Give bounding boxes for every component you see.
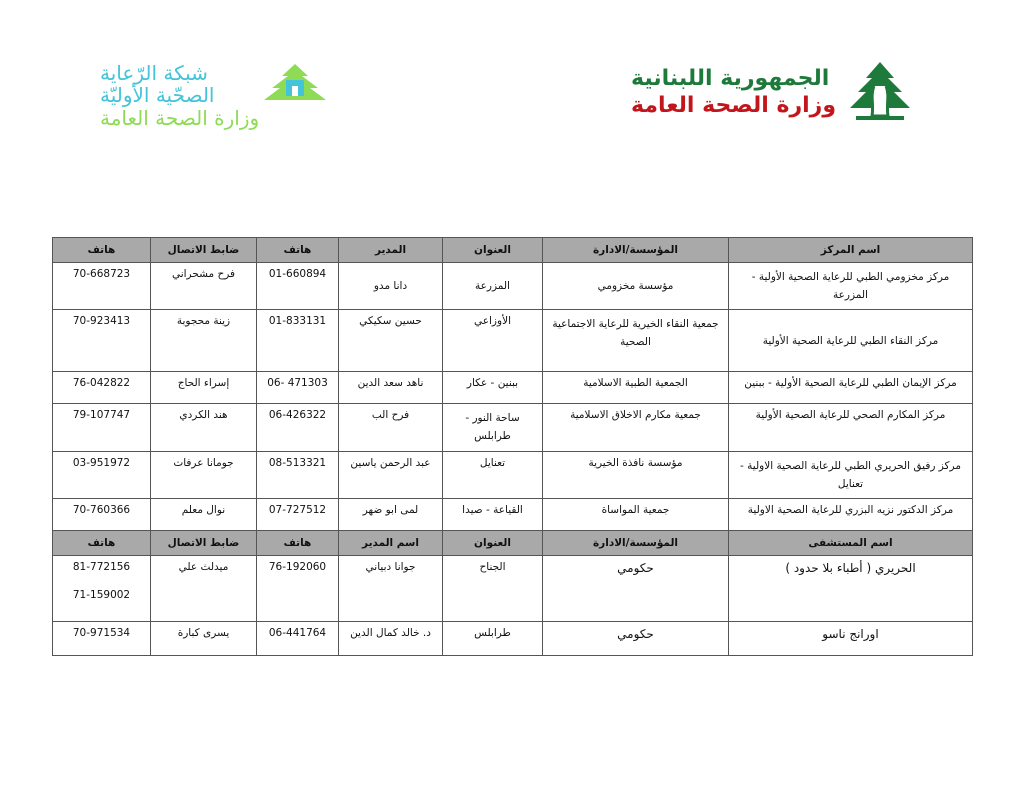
director: ناهد سعد الدين xyxy=(339,372,443,404)
address: تعنايل xyxy=(443,452,543,499)
director: لمى ابو ضهر xyxy=(339,499,443,531)
organization: جمعية النقاء الخيرية للرعاية الاجتماعية الصحية xyxy=(543,310,729,372)
director: حسين سكيكي xyxy=(339,310,443,372)
contact-phone: 81-772156 xyxy=(72,561,131,573)
director: عبد الرحمن ياسين xyxy=(339,452,443,499)
director: د. خالد كمال الدين xyxy=(339,622,443,656)
contact-phone: 03-951972 xyxy=(53,452,151,499)
contact-phone: 71-159002 xyxy=(72,589,131,601)
phone: 08-513321 xyxy=(257,452,339,499)
contact-phone: 76-042822 xyxy=(53,372,151,404)
header-contact-person: ضابط الاتصال xyxy=(151,238,257,263)
table-row xyxy=(53,404,973,452)
contact-person: زينة محجوبة xyxy=(151,310,257,372)
header-center-name: اسم المركز xyxy=(729,238,973,263)
health-centers-table xyxy=(52,237,973,656)
ministry-logo xyxy=(616,58,916,128)
organization: مؤسسة نافذة الخيرية xyxy=(543,452,729,499)
phc-network-logo xyxy=(100,62,330,134)
contact-phone: 70-760366 xyxy=(53,499,151,531)
address: الجناح xyxy=(443,556,543,622)
organization: مؤسسة مخزومي xyxy=(543,263,729,310)
network-title-line1: شبكة الرّعاية xyxy=(100,61,208,85)
header-address: العنوان xyxy=(443,238,543,263)
contact-phone: 70-923413 xyxy=(53,310,151,372)
ministry-title-line1: الجمهورية اللبنانية xyxy=(631,66,830,91)
director: جوانا دبياني xyxy=(339,556,443,622)
organization: الجمعية الطبية الاسلامية xyxy=(543,372,729,404)
contact-phone-cell xyxy=(53,556,151,622)
director: فرح الب xyxy=(339,404,443,452)
address: ببنين - عكار xyxy=(443,372,543,404)
phone: 06-441764 xyxy=(257,622,339,656)
phone: 06-426322 xyxy=(257,404,339,452)
header-director: المدير xyxy=(339,238,443,263)
organization: حكومي xyxy=(543,622,729,656)
address: القياعة - صيدا xyxy=(443,499,543,531)
contact-person: جومانا عرفات xyxy=(151,452,257,499)
phone: 07-727512 xyxy=(257,499,339,531)
network-title-line2: الصحّية الأوليّة xyxy=(100,83,215,107)
hospital-name: الحريري ( أطباء بلا حدود ) xyxy=(729,556,973,622)
address: الأوزاعي xyxy=(443,310,543,372)
contact-phone: 70-668723 xyxy=(53,263,151,310)
center-name: مركز رفيق الحريري الطبي للرعاية الصحية الاولية - تعنايل xyxy=(729,452,973,499)
phone: 01-833131 xyxy=(257,310,339,372)
address: ساحة النور - طرابلس xyxy=(443,404,543,452)
table-row xyxy=(53,452,973,499)
phone: 76-192060 xyxy=(257,556,339,622)
center-name: مركز الدكتور نزيه البزري للرعاية الصحية الاولية xyxy=(729,499,973,531)
organization: حكومي xyxy=(543,556,729,622)
contact-phone: 79-107747 xyxy=(53,404,151,452)
organization: جمعية مكارم الاخلاق الاسلامية xyxy=(543,404,729,452)
cedar-house-icon xyxy=(264,64,326,106)
contact-phone: 70-971534 xyxy=(53,622,151,656)
contact-person: يسرى كبارة xyxy=(151,622,257,656)
center-name: مركز المكارم الصحي للرعاية الصحية الأولية xyxy=(729,404,973,452)
address: طرابلس xyxy=(443,622,543,656)
table-row xyxy=(53,310,973,372)
center-name: مركز الإيمان الطبي للرعاية الصحية الأولية - ببنين xyxy=(729,372,973,404)
phone: 06- 471303 xyxy=(257,372,339,404)
header-hospital-name: اسم المستشفى xyxy=(729,531,973,556)
ministry-title-line2: وزارة الصحة العامة xyxy=(631,93,836,118)
hospital-name: اورانج ناسو xyxy=(729,622,973,656)
header-organization: المؤسسة/الادارة xyxy=(543,531,729,556)
table-row xyxy=(53,499,973,531)
header-contact-phone: هاتف xyxy=(53,238,151,263)
header-phone: هاتف xyxy=(257,238,339,263)
header-contact-phone: هاتف xyxy=(53,531,151,556)
cedar-tree-icon xyxy=(844,60,916,126)
phone: 01-660894 xyxy=(257,263,339,310)
center-name: مركز مخزومي الطبي للرعاية الصحية الأولية - المزرعة xyxy=(729,263,973,310)
header-contact-person: ضابط الاتصال xyxy=(151,531,257,556)
header-address: العنوان xyxy=(443,531,543,556)
table-row xyxy=(53,622,973,656)
table-row xyxy=(53,372,973,404)
centers-header-row xyxy=(53,238,973,263)
contact-person: فرح مشحراني xyxy=(151,263,257,310)
table-row xyxy=(53,263,973,310)
address: المزرعة xyxy=(443,263,543,310)
network-title-line3: وزارة الصحة العامة xyxy=(100,106,260,130)
contact-person: إسراء الحاج xyxy=(151,372,257,404)
contact-person: هند الكردي xyxy=(151,404,257,452)
hospitals-header-row xyxy=(53,531,973,556)
header-phone: هاتف xyxy=(257,531,339,556)
header-director-name: اسم المدير xyxy=(339,531,443,556)
table-row xyxy=(53,556,973,622)
contact-person: نوال معلم xyxy=(151,499,257,531)
director: دانا مدو xyxy=(339,263,443,310)
organization: جمعية المواساة xyxy=(543,499,729,531)
center-name: مركز النقاء الطبي للرعاية الصحية الأولية xyxy=(729,310,973,372)
contact-person: ميدلث علي xyxy=(151,556,257,622)
header-organization: المؤسسة/الادارة xyxy=(543,238,729,263)
